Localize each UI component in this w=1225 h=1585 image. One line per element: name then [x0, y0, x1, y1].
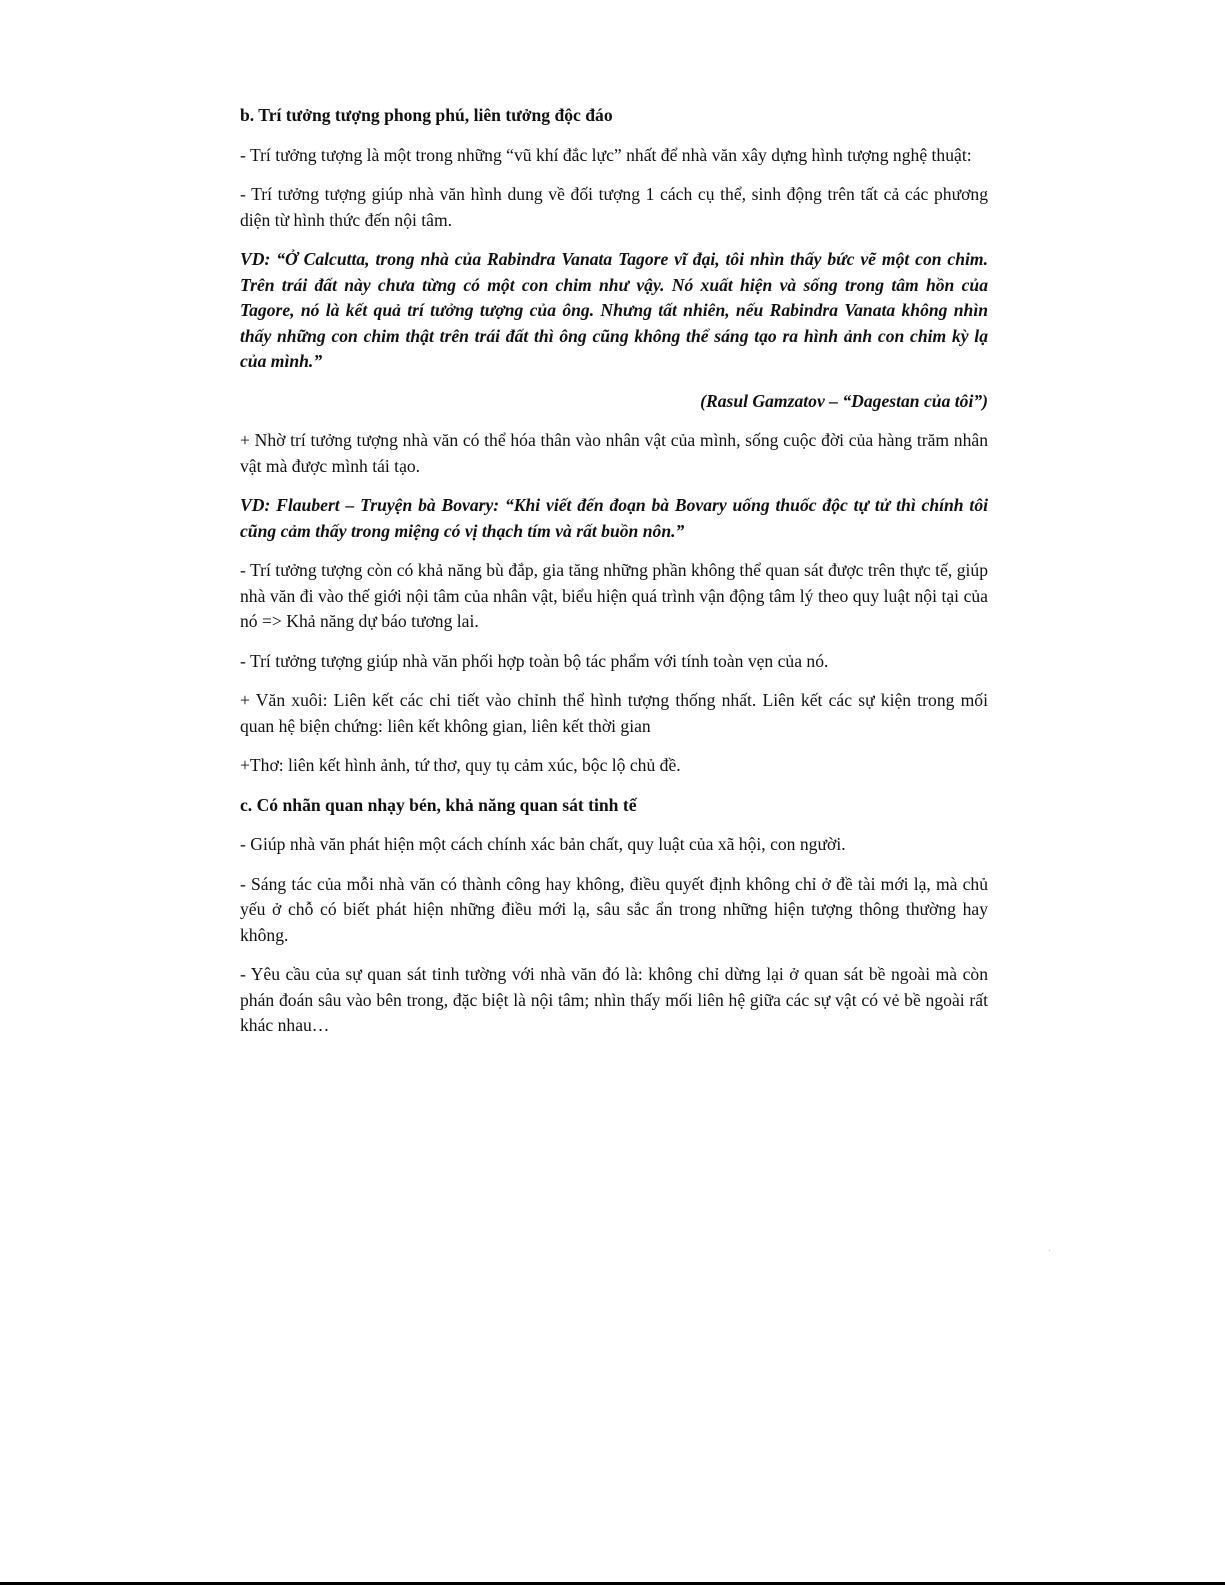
- paragraph: - Trí tưởng tượng còn có khả năng bù đắp, gia tăng những phần không thể quan sát được trên thực tế, giúp nhà văn đi vào thế giới nội tâm của nhân vật, biểu hiện quá trình vận động tâm lý theo quy luật nội tại của nó => Khả năng dự báo tương lai.: [240, 560, 988, 631]
- paragraph: - Sáng tác của mỗi nhà văn có thành công hay không, điều quyết định không chỉ ở đề tài mới lạ, mà chủ yếu ở chỗ có biết phát hiện những điều mới lạ, sâu sắc ẩn trong những hiện tượng thông thường hay không.: [240, 873, 988, 945]
- section-b-heading: b. Trí tưởng tượng phong phú, liên tưởng độc đáo: [240, 105, 613, 125]
- quote-tagore: VD: “Ở Calcutta, trong nhà của Rabindra Vanata Tagore vĩ đại, tôi nhìn thấy bức vẽ một con chim. Trên trái đất này chưa từng có một con chim như vậy. Nó xuất hiện và sống trong tâm hồn của Tagore, nó là kết quả trí tưởng tượng của ông. Nhưng tất nhiên, nếu Rabindra Vanata không nhìn thấy những con chim thật trên trái đất thì ông cũng không thể sáng tạo ra hình ảnh con chim kỳ lạ của mình.”: [240, 249, 988, 371]
- paragraph: + Nhờ trí tưởng tượng nhà văn có thể hóa thân vào nhân vật của mình, sống cuộc đời của hàng trăm nhân vật mà được mình tái tạo.: [240, 430, 988, 476]
- paragraph: - Trí tưởng tượng giúp nhà văn hình dung về đối tượng 1 cách cụ thể, sinh động trên tất cả các phương diện từ hình thức đến nội tâm.: [240, 184, 988, 230]
- quote-source: (Rasul Gamzatov – “Dagestan của tôi”): [700, 390, 988, 411]
- quote-flaubert: VD: Flaubert – Truyện bà Bovary: “Khi viết đến đoạn bà Bovary uống thuốc độc tự tử thì chính tôi cũng cảm thấy trong miệng có vị thạch tím và rất buồn nôn.”: [240, 495, 988, 541]
- document-page: [240, 103, 988, 1053]
- paragraph: - Trí tưởng tượng là một trong những “vũ khí đắc lực” nhất để nhà văn xây dựng hình tượng nghệ thuật:: [240, 144, 972, 165]
- paragraph: - Trí tưởng tượng giúp nhà văn phối hợp toàn bộ tác phẩm với tính toàn vẹn của nó.: [240, 650, 829, 671]
- paragraph: - Yêu cầu của sự quan sát tinh tường với nhà văn đó là: không chỉ dừng lại ở quan sát bề ngoài mà còn phán đoán sâu vào bên trong, đặc biệt là nội tâm; nhìn thấy mối liên hệ giữa các sự vật có vẻ bề ngoài rất khác nhau…: [240, 964, 988, 1035]
- scan-speck: [1049, 1250, 1050, 1251]
- paragraph: - Giúp nhà văn phát hiện một cách chính xác bản chất, quy luật của xã hội, con người.: [240, 834, 846, 854]
- paragraph: + Văn xuôi: Liên kết các chi tiết vào chỉnh thể hình tượng thống nhất. Liên kết các sự kiện trong mối quan hệ biện chứng: liên kết không gian, liên kết thời gian: [240, 690, 988, 736]
- section-c-heading: c. Có nhãn quan nhạy bén, khả năng quan sát tinh tế: [240, 794, 637, 815]
- paragraph: +Thơ: liên kết hình ảnh, tứ thơ, quy tụ cảm xúc, bộc lộ chủ đề.: [240, 755, 681, 775]
